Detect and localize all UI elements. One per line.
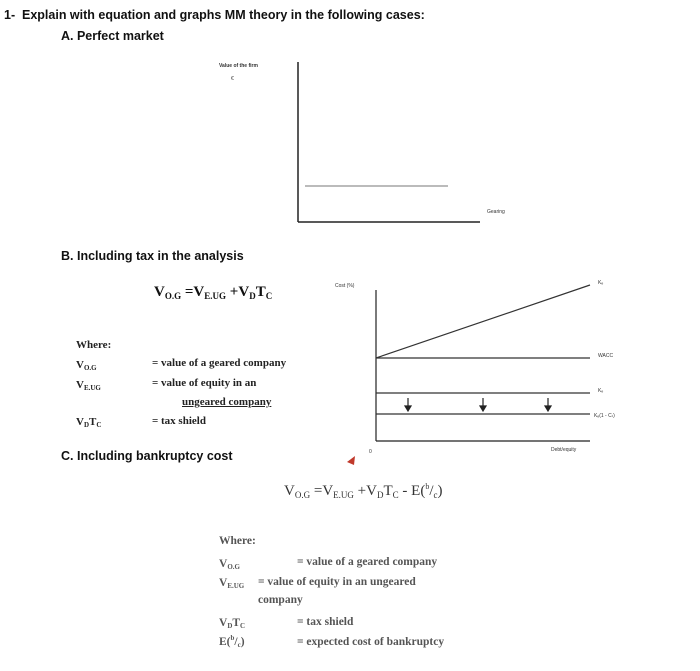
def-c-desc-vdtc: = tax shield [297,616,354,628]
graph-a-y-label: Value of the firm [219,63,258,69]
case-c-heading: C. Including bankruptcy cost [61,449,233,463]
equation-b: $V_{O.G} =V_{E.UG} +V_DT_C$ [154,284,273,301]
question-number: 1- [4,8,16,22]
graph-b-down-arrows [405,398,551,411]
where-label-c: Where: [219,535,256,547]
question-text: Explain with equation and graphs MM theory in the following cases: [22,8,425,22]
def-c-sym-vog: $V_{O.G}$ [219,558,240,571]
def-c-desc-ebc: = expected cost of bankruptcy [297,636,445,648]
def-b-sym-vog: $V_{O.G}$ [76,359,97,372]
def-b-sym-vdtc: $V_DT_C$ [76,416,102,429]
case-a-heading: A. Perfect market [61,29,164,43]
graph-b-y-label: Cost (%) [335,283,355,289]
def-b-desc-veug: = value of equity in an [152,377,257,389]
def-c-sym-ebc: $E(^b/_c)$ [219,634,245,649]
graph-b-ke-line [376,285,590,358]
def-b-desc-vog: = value of a geared company [152,357,287,369]
def-c-desc-veug: = value of equity in an ungeared [258,576,416,588]
equation-c: $V_{O.G} =V_{E.UG} +V_DT_C - E(^b/_c)$ [284,482,443,500]
def-c-desc-vog: = value of a geared company [297,556,438,568]
graph-b-kd-label: Kₑ [598,388,604,394]
graph-a-x-label: Gearing [487,209,505,215]
def-b-desc-vdtc: = tax shield [152,415,206,427]
graph-b-origin: 0 [369,449,372,455]
def-c-sym-veug: $V_{E.UG}$ [219,577,245,590]
graph-a-y-sub: € [231,76,234,82]
def-b-sym-veug: $V_{E.UG}$ [76,379,101,392]
graph-b-wacc-label: WACC [598,353,614,359]
red-marker-icon [347,456,355,465]
def-c-sym-vdtc: $V_DT_C$ [219,617,246,630]
case-b-heading: B. Including tax in the analysis [61,249,244,263]
graph-b-x-label: Debt/equity [551,447,577,453]
where-label-b: Where: [76,339,112,351]
graph-b-kd-tax-label: Kₑ(1 - Cₜ) [594,413,615,419]
graph-b-ke-label: Kₑ [598,280,604,286]
def-b-desc-ungeared: ungeared company [182,396,272,408]
def-c-desc-company: company [258,594,303,606]
